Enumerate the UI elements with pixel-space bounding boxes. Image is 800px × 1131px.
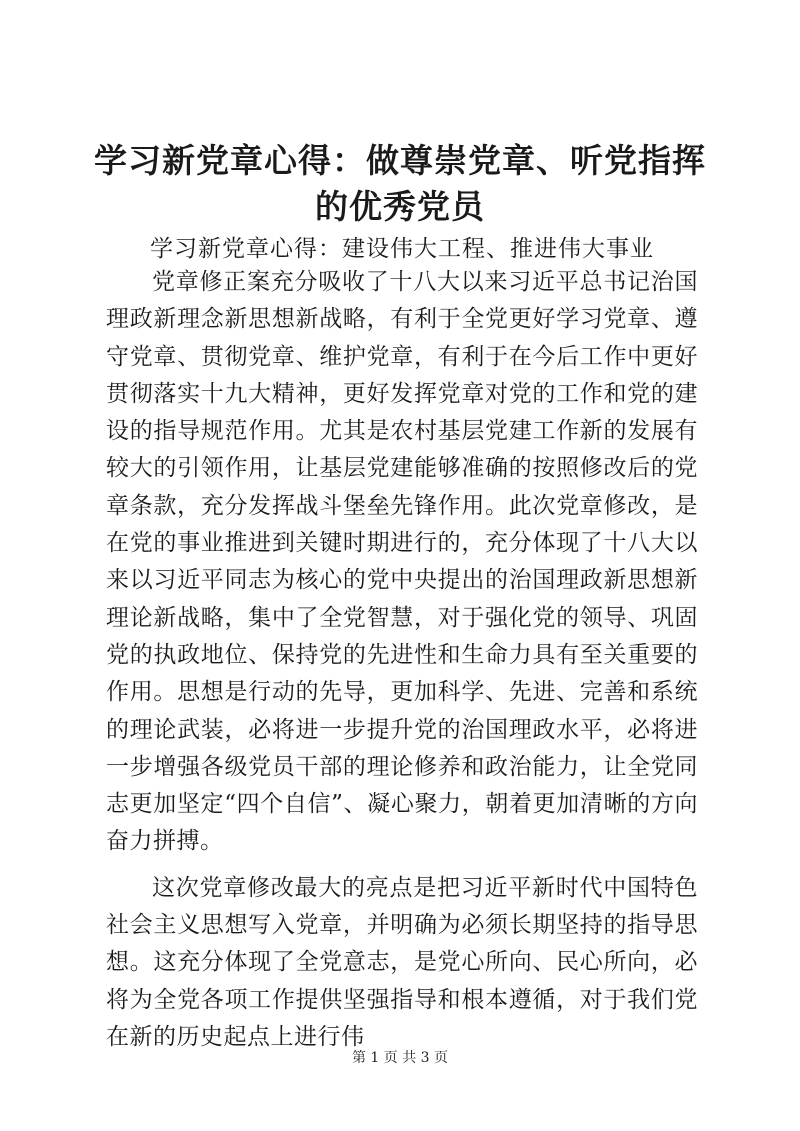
document-body bbox=[106, 264, 698, 1056]
document-subtitle: 学习新党章心得：建设伟大工程、推进伟大事业 bbox=[150, 236, 654, 262]
paragraph-1: 党章修正案充分吸收了十八大以来习近平总书记治国理政新理念新思想新战略，有利于全党更好学习党章、遵守党章、贯彻党章、维护党章，有利于在今后工作中更好贯彻落实十九大精神，更好发挥党章对党的工作和党的建设的指导规范作用。尤其是农村基层党建工作新的发展有较大的引领作用，让基层党建能够准确的按照修改后的党章条款，充分发挥战斗堡垒先锋作用。此次党章修改，是在党的事业推进到关键时期进行的，充分体现了十八大以来以习近平同志为核心的党中央提出的治国理政新思想新理论新战略，集中了全党智慧，对于强化党的领导、巩固党的执政地位、保持党的先进性和生命力具有至关重要的作用。思想是行动的先导，更加科学、先进、完善和系统的理论武装，必将进一步提升党的治国理政水平，必将进一步增强各级党员干部的理论修养和政治能力，让全党同志更加坚定“四个自信”、凝心聚力，朝着更加清晰的方向奋力拼搏。 bbox=[106, 269, 698, 855]
document-title: 学习新党章心得：做尊崇党章、听党指挥的优秀党员 bbox=[94, 141, 706, 226]
page-footer: 第 1 页 共 3 页 bbox=[351, 1050, 449, 1066]
paragraph-2: 这次党章修改最大的亮点是把习近平新时代中国特色社会主义思想写入党章，并明确为必须长期坚持的指导思想。这充分体现了全党意志，是党心所向、民心所向，必将为全党各项工作提供坚强指导和根本遵循，对于我们党在新的历史起点上进行伟 bbox=[106, 874, 698, 1050]
